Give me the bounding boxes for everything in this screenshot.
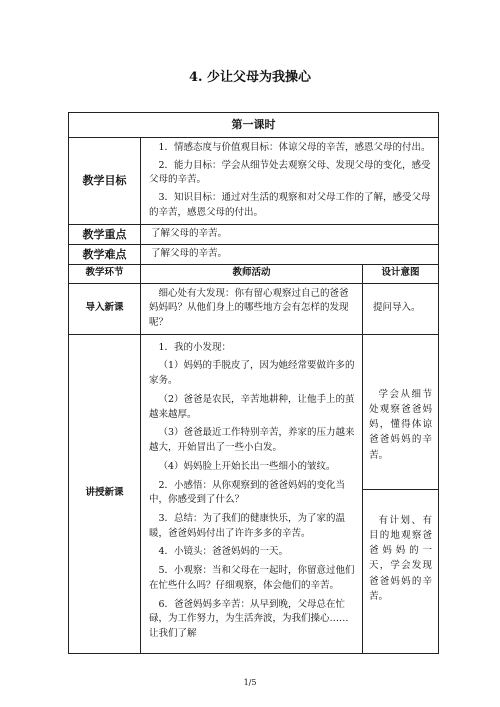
activity-item: 5．小观察：当和父母在一起时，你留意过他们在忙些什么吗？仔细观察，体会他们的辛苦。	[149, 565, 355, 591]
activity-item: （1）妈妈的手脱皮了，因为她经常要做许多的家务。	[149, 360, 355, 387]
difficult-point-row	[69, 244, 439, 264]
intent-text: 学会从细节处观察爸爸妈妈，懂得体谅爸爸妈妈的辛苦。	[369, 388, 433, 461]
intent-divider	[363, 489, 438, 490]
activity-item: 4．小镜头：爸爸妈妈的一天。	[158, 546, 289, 558]
teach-activities	[141, 334, 363, 653]
goal-item: 1．情感态度与价值观目标：体谅父母的辛苦，感恩父母的付出。	[158, 142, 431, 153]
teach-intents	[363, 334, 439, 653]
difficult-point-text: 了解父母的辛苦。	[141, 244, 439, 264]
difficult-point-label: 教学难点	[69, 244, 141, 264]
teach-stage-label: 讲授新课	[69, 334, 141, 653]
activity-item: （4）妈妈脸上开始长出一些细小的皱纹。	[158, 460, 336, 472]
stage-column-header: 教学环节	[69, 264, 141, 283]
lesson-heading: 第一课时	[69, 113, 439, 138]
intent-text: 有计划、有目的地观察爸爸妈妈的一天，学会发现爸爸妈妈的辛苦。	[369, 514, 433, 602]
goal-item: 3．知识目标：通过对生活的观察和对父母工作的了解，感受父母的辛苦，感恩父母的付出。	[149, 192, 431, 218]
activity-item: 3．总结：为了我们的健康快乐，为了家的温暖，爸爸妈妈付出了许许多多的辛苦。	[149, 512, 346, 539]
teach-row	[69, 334, 439, 653]
teaching-goals-content	[141, 138, 439, 225]
goal-item: 2．能力目标：学会从细节处去观察父母、发现父母的变化，感受父母的辛苦。	[149, 159, 431, 186]
intent-column-header: 设计意图	[363, 264, 439, 283]
import-intent: 提问导入。	[363, 283, 439, 334]
lesson-heading-row	[69, 113, 439, 138]
lesson-plan-table	[68, 112, 439, 654]
teaching-goals-label: 教学目标	[69, 138, 141, 225]
teaching-goals-row	[69, 138, 439, 225]
activity-item: 1．我的小发现：	[158, 341, 232, 353]
page-number: 1/5	[243, 678, 257, 687]
key-point-row	[69, 224, 439, 244]
key-point-text: 了解父母的辛苦。	[141, 224, 439, 244]
column-header-row	[69, 264, 439, 283]
key-point-label: 教学重点	[69, 224, 141, 244]
activity-item: （2）爸爸是农民，辛苦地耕种，让他手上的茧越来越厚。	[149, 393, 355, 420]
import-row	[69, 283, 439, 334]
import-activity: 细心处有大发现：你有留心观察过自己的爸爸妈妈吗？从他们身上的哪些地方会有怎样的发现呢？	[141, 283, 363, 334]
document-title: 4. 少让父母为我操心	[188, 70, 312, 85]
activity-item: 2．小感悟：从你观察到的爸爸妈妈的变化当中，你感受到了什么？	[149, 479, 346, 506]
activity-item: （3）爸爸最近工作特别辛苦，养家的压力越来越大，开始冒出了一些小白发。	[149, 427, 355, 454]
activity-column-header: 教师活动	[141, 264, 363, 283]
import-stage-label: 导入新课	[69, 283, 141, 334]
activity-item: 6．爸爸妈妈多辛苦：从早到晚，父母总在忙碌，为工作努力，为生活奔波，为我们操心……让我们了解	[149, 598, 349, 639]
